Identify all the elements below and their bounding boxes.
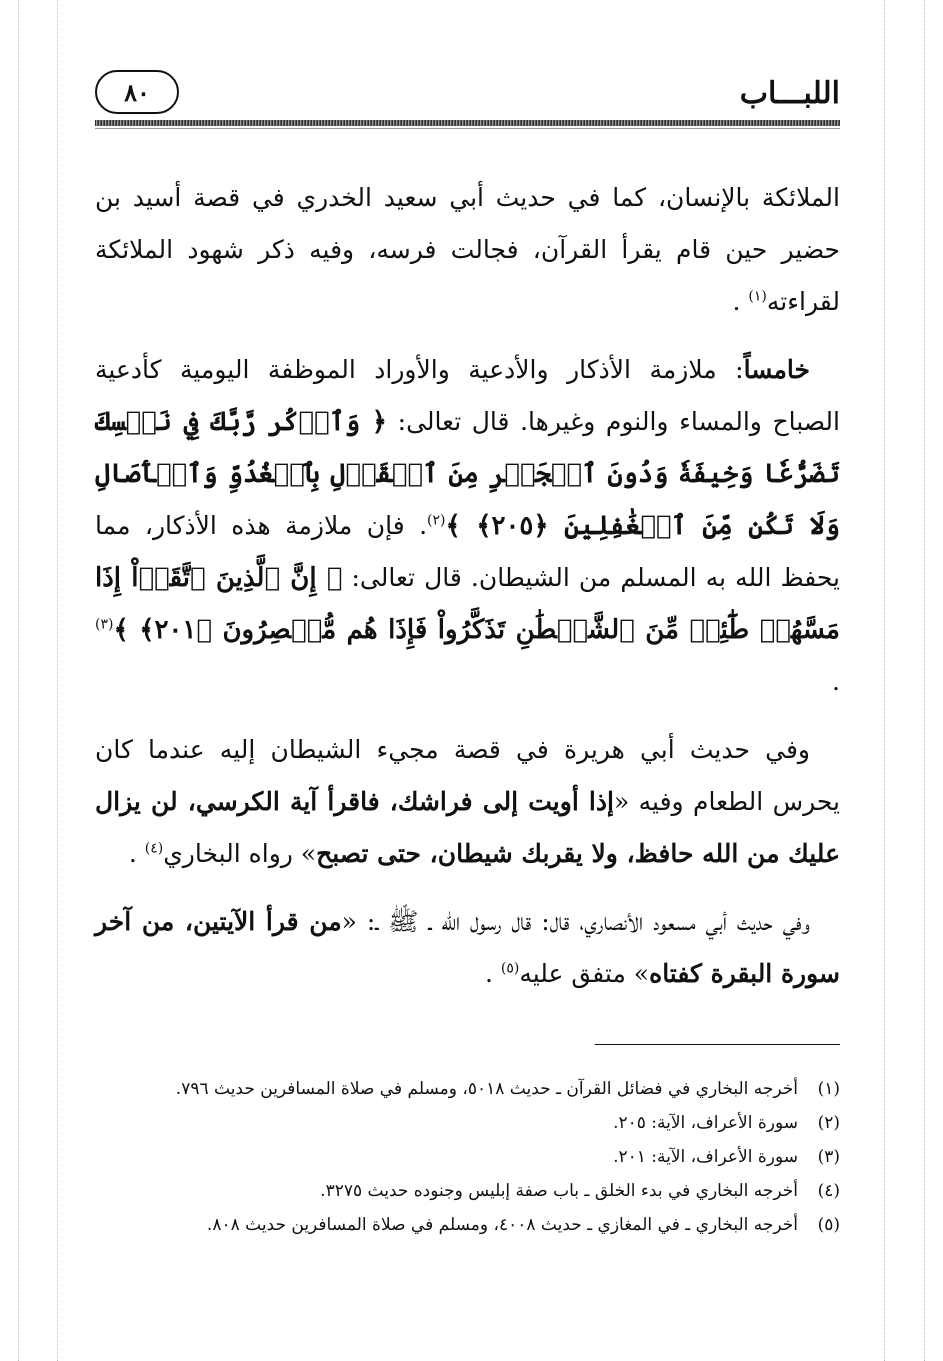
footnote-text: سورة الأعراف، الآية: ٢٠١. <box>613 1147 798 1167</box>
footnote-text: أخرجه البخاري ـ في المغازي ـ حديث ٤٠٠٨، ومسلم في صلاة المسافرين حديث ٨٠٨. <box>206 1215 798 1235</box>
paragraph-1-text: الملائكة بالإنسان، كما في حديث أبي سعيد الخدري في قصة أسيد بن حضير حين قام يقرأ القرآن، فجالت فرسه، وفيه ذكر شهود الملائكة لقراءته <box>95 183 840 316</box>
quran-verse-1: ﴿ وَٱذۡكُر رَّبَّكَ فِي نَفۡسِكَ تَضَرُّعٗا وَخِيفَةٗ وَدُونَ ٱلۡجَهۡرِ مِنَ ٱلۡقَوۡلِ بِٱلۡغُدُوِّ وَٱلۡأٓصَالِ وَلَا تَكُن مِّنَ ٱلۡغَٰفِلِينَ ﴿٢٠٥﴾ ﴾ <box>95 407 840 541</box>
quran-verse-2: ﴿ إِنَّ ٱلَّذِينَ ٱتَّقَوۡاْ إِذَا مَسَّهُمۡ طَٰٓئِفٞ مِّنَ ٱلشَّيۡطَٰنِ تَذَكَّرُواْ فَإِذَا هُم مُّبۡصِرُونَ ﴿٢٠١﴾ ﴾ <box>95 563 840 645</box>
footnote-number: (٢) <box>817 1113 840 1133</box>
footnote-ref-4: (٤) <box>144 840 164 857</box>
margin-dots-left-inner <box>57 0 58 1361</box>
footnote-item <box>95 1210 840 1240</box>
footnote-number: (٤) <box>817 1181 840 1201</box>
paragraph-2-text-a: : ملازمة الأذكار والأدعية والأوراد الموظفة اليومية كأدعية الصباح والمساء والنوم وغيرها. قال تعالى: <box>95 355 840 436</box>
book-title: اللبـــاب <box>739 76 840 111</box>
paragraph-2-end: . <box>832 667 840 696</box>
paragraph-3-end: . <box>128 839 145 868</box>
footnote-item <box>95 1142 840 1172</box>
paragraph-2-lead: خامساً <box>743 355 810 384</box>
paragraph-1-end: . <box>732 287 749 316</box>
footnote-ref-1: (١) <box>748 288 767 305</box>
footnote-number: (٣) <box>817 1147 840 1167</box>
footnote-item <box>95 1108 840 1138</box>
paragraph-2-text-b: . فإن ملازمة هذه الأذكار، مما يحفظ الله به المسلم من الشيطان. قال تعالى: <box>95 511 840 592</box>
paragraph-4-end: . <box>484 959 501 988</box>
main-text <box>95 172 840 1016</box>
margin-dots-right-outer <box>924 0 925 1361</box>
paragraph-4 <box>95 896 840 1000</box>
footnote-text: سورة الأعراف، الآية: ٢٠٥. <box>613 1113 798 1133</box>
paragraph-1 <box>95 172 840 328</box>
footnote-item <box>95 1176 840 1206</box>
footnote-number: (١) <box>817 1079 840 1099</box>
running-header <box>95 70 840 114</box>
paragraph-2 <box>95 344 840 708</box>
paragraph-3-text-a: وفي حديث أبي هريرة في قصة مجيء الشيطان إليه عندما كان يحرس الطعام وفيه « <box>95 735 840 816</box>
footnote-text: أخرجه البخاري في بدء الخلق ـ باب صفة إبليس وجنوده حديث ٣٢٧٥. <box>320 1181 798 1201</box>
footnote-item <box>95 1074 840 1104</box>
paragraph-4-text-b: » متفق عليه <box>519 959 650 988</box>
hadith-quote-1: إذا أويت إلى فراشك، فاقرأ آية الكرسي، لن يزال عليك من الله حافظ، ولا يقربك شيطان، حتى تصبح <box>95 787 840 868</box>
margin-dots-left-outer <box>18 0 19 1361</box>
paragraph-4-text-a: وفي حديث أبي مسعود الأنصاري، قال: قال رسول الله ـ ﷺ ـ: « <box>341 907 810 936</box>
hadith-quote-2: من قرأ الآيتين، من آخر سورة البقرة كفتاه <box>95 907 840 988</box>
footnotes <box>95 1074 840 1244</box>
footnote-number: (٥) <box>817 1215 840 1235</box>
footnote-ref-3: (٣) <box>95 616 114 633</box>
header-rule-line <box>95 128 840 129</box>
margin-dots-right-inner <box>884 0 885 1361</box>
footnote-ref-2: (٢) <box>427 512 446 529</box>
footnote-separator <box>595 1044 840 1045</box>
paragraph-3 <box>95 724 840 880</box>
paragraph-3-text-b: » رواه البخاري <box>163 839 317 868</box>
footnote-text: أخرجه البخاري في فضائل القرآن ـ حديث ٥٠١٨، ومسلم في صلاة المسافرين حديث ٧٩٦. <box>175 1079 798 1099</box>
page-number-badge: ٨٠ <box>95 70 179 114</box>
footnote-ref-5: (٥) <box>500 960 520 977</box>
header-rule <box>95 120 840 126</box>
